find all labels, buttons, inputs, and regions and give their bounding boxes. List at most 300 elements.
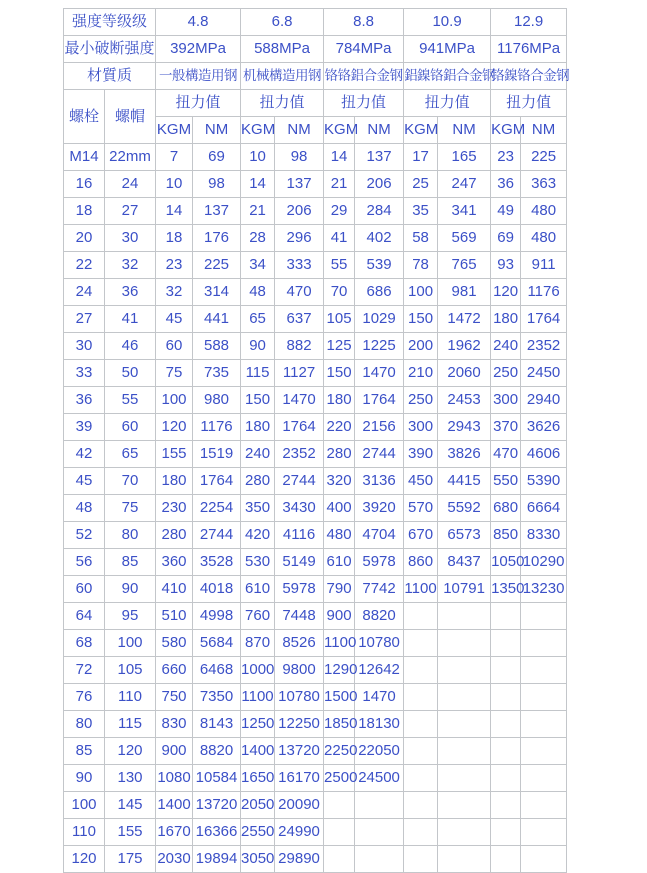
- nm-cell: 6664: [521, 495, 567, 522]
- kgm-cell: 860: [404, 549, 438, 576]
- grade-value: 12.9: [491, 9, 567, 36]
- kgm-cell: 25: [404, 171, 438, 198]
- nm-cell: [438, 657, 491, 684]
- bolt-size-cell: 100: [64, 792, 105, 819]
- table-row: [64, 198, 567, 225]
- nm-cell: 24990: [275, 819, 324, 846]
- kgm-cell: 390: [404, 441, 438, 468]
- kgm-cell: 760: [241, 603, 275, 630]
- nm-cell: 3430: [275, 495, 324, 522]
- kgm-cell: [404, 711, 438, 738]
- nm-cell: 165: [438, 144, 491, 171]
- kgm-cell: 480: [324, 522, 355, 549]
- kgm-cell: 870: [241, 630, 275, 657]
- nm-cell: 10780: [355, 630, 404, 657]
- nm-cell: 1127: [275, 360, 324, 387]
- grade-row: [64, 9, 567, 36]
- nm-cell: 686: [355, 279, 404, 306]
- kgm-cell: 90: [241, 333, 275, 360]
- kgm-cell: [404, 684, 438, 711]
- table-row: [64, 360, 567, 387]
- kgm-cell: 1350: [491, 576, 521, 603]
- nut-size-cell: 22mm: [105, 144, 156, 171]
- strength-value: 941MPa: [404, 36, 491, 63]
- unit-nm-header: NM: [521, 117, 567, 144]
- nm-cell: 10584: [193, 765, 241, 792]
- kgm-cell: 14: [241, 171, 275, 198]
- bolt-size-cell: 76: [64, 684, 105, 711]
- unit-nm-header: NM: [355, 117, 404, 144]
- kgm-cell: [491, 684, 521, 711]
- nm-cell: 137: [275, 171, 324, 198]
- nm-cell: 137: [193, 198, 241, 225]
- nm-cell: 7350: [193, 684, 241, 711]
- table-row: [64, 603, 567, 630]
- grade-value: 10.9: [404, 9, 491, 36]
- nut-size-cell: 27: [105, 198, 156, 225]
- table-row: [64, 819, 567, 846]
- bolt-size-cell: 80: [64, 711, 105, 738]
- kgm-cell: 1850: [324, 711, 355, 738]
- bolt-size-cell: 20: [64, 225, 105, 252]
- nm-cell: 1176: [521, 279, 567, 306]
- nm-cell: [438, 819, 491, 846]
- nm-cell: 7742: [355, 576, 404, 603]
- kgm-cell: 510: [156, 603, 193, 630]
- nm-cell: 1764: [275, 414, 324, 441]
- kgm-cell: 65: [241, 306, 275, 333]
- table-row: [64, 549, 567, 576]
- table-body: [64, 144, 567, 873]
- kgm-cell: [404, 846, 438, 873]
- table-row: [64, 576, 567, 603]
- kgm-cell: 250: [404, 387, 438, 414]
- nm-cell: 20090: [275, 792, 324, 819]
- kgm-cell: 750: [156, 684, 193, 711]
- torque-header: 扭力值: [156, 90, 241, 117]
- unit-nm-header: NM: [193, 117, 241, 144]
- nm-cell: [521, 684, 567, 711]
- nm-cell: 2060: [438, 360, 491, 387]
- nm-cell: 13720: [275, 738, 324, 765]
- nm-cell: 225: [521, 144, 567, 171]
- nm-cell: 539: [355, 252, 404, 279]
- kgm-cell: [491, 711, 521, 738]
- nm-cell: 2940: [521, 387, 567, 414]
- nm-cell: 314: [193, 279, 241, 306]
- nut-size-cell: 60: [105, 414, 156, 441]
- kgm-cell: 10: [241, 144, 275, 171]
- kgm-cell: 1500: [324, 684, 355, 711]
- nm-cell: 98: [275, 144, 324, 171]
- table-row: [64, 711, 567, 738]
- kgm-cell: [404, 603, 438, 630]
- bolt-size-cell: 18: [64, 198, 105, 225]
- kgm-cell: 850: [491, 522, 521, 549]
- kgm-cell: 470: [491, 441, 521, 468]
- table-row: [64, 522, 567, 549]
- table-row: [64, 171, 567, 198]
- kgm-cell: 14: [324, 144, 355, 171]
- nm-cell: 441: [193, 306, 241, 333]
- nm-cell: 1519: [193, 441, 241, 468]
- kgm-cell: [491, 738, 521, 765]
- nm-cell: 5978: [275, 576, 324, 603]
- nm-cell: 3826: [438, 441, 491, 468]
- table-row: [64, 144, 567, 171]
- kgm-cell: [491, 792, 521, 819]
- table-row: [64, 765, 567, 792]
- kgm-cell: 830: [156, 711, 193, 738]
- nm-cell: [438, 684, 491, 711]
- kgm-cell: 790: [324, 576, 355, 603]
- nut-size-cell: 95: [105, 603, 156, 630]
- torque-header: 扭力值: [491, 90, 567, 117]
- bolt-size-cell: 68: [64, 630, 105, 657]
- nm-cell: 247: [438, 171, 491, 198]
- kgm-cell: [491, 657, 521, 684]
- nm-cell: 16170: [275, 765, 324, 792]
- unit-kgm-header: KGM: [156, 117, 193, 144]
- kgm-cell: [404, 657, 438, 684]
- material-value: 铬铬鋁合金钢: [324, 63, 404, 90]
- kgm-cell: 400: [324, 495, 355, 522]
- material-value: 鋁鎳铬鋁合金钢: [404, 63, 491, 90]
- nm-cell: 16366: [193, 819, 241, 846]
- kgm-cell: [491, 819, 521, 846]
- kgm-cell: 7: [156, 144, 193, 171]
- nm-cell: 2352: [275, 441, 324, 468]
- nm-cell: 9800: [275, 657, 324, 684]
- table-row: [64, 468, 567, 495]
- nm-cell: [521, 792, 567, 819]
- nm-cell: 5592: [438, 495, 491, 522]
- kgm-cell: 200: [404, 333, 438, 360]
- kgm-cell: 300: [404, 414, 438, 441]
- kgm-cell: 1650: [241, 765, 275, 792]
- nm-cell: 4415: [438, 468, 491, 495]
- kgm-cell: 23: [491, 144, 521, 171]
- kgm-cell: 115: [241, 360, 275, 387]
- kgm-cell: 360: [156, 549, 193, 576]
- kgm-cell: 210: [404, 360, 438, 387]
- nut-size-cell: 85: [105, 549, 156, 576]
- kgm-cell: 2500: [324, 765, 355, 792]
- kgm-cell: 60: [156, 333, 193, 360]
- nut-size-cell: 110: [105, 684, 156, 711]
- nm-cell: 2156: [355, 414, 404, 441]
- kgm-cell: 220: [324, 414, 355, 441]
- nm-cell: 2453: [438, 387, 491, 414]
- kgm-cell: 58: [404, 225, 438, 252]
- nut-size-cell: 115: [105, 711, 156, 738]
- kgm-cell: 21: [241, 198, 275, 225]
- kgm-cell: 180: [324, 387, 355, 414]
- kgm-cell: [404, 630, 438, 657]
- nm-cell: 8143: [193, 711, 241, 738]
- nm-cell: 1764: [521, 306, 567, 333]
- kgm-cell: 1100: [324, 630, 355, 657]
- kgm-cell: 350: [241, 495, 275, 522]
- nut-size-cell: 75: [105, 495, 156, 522]
- nut-size-cell: 41: [105, 306, 156, 333]
- nut-size-cell: 90: [105, 576, 156, 603]
- kgm-cell: 1400: [156, 792, 193, 819]
- kgm-cell: 280: [324, 441, 355, 468]
- kgm-cell: [324, 792, 355, 819]
- nm-cell: 980: [193, 387, 241, 414]
- material-value: 铬鎳铬合金钢: [491, 63, 567, 90]
- kgm-cell: 610: [324, 549, 355, 576]
- kgm-cell: 35: [404, 198, 438, 225]
- torque-header: 扭力值: [241, 90, 324, 117]
- kgm-cell: 680: [491, 495, 521, 522]
- bolt-size-cell: 24: [64, 279, 105, 306]
- nm-cell: 1962: [438, 333, 491, 360]
- nm-cell: 2744: [193, 522, 241, 549]
- nm-cell: 3136: [355, 468, 404, 495]
- nm-cell: 24500: [355, 765, 404, 792]
- nm-cell: 1176: [193, 414, 241, 441]
- bolt-size-cell: 60: [64, 576, 105, 603]
- nm-cell: [438, 792, 491, 819]
- nm-cell: 22050: [355, 738, 404, 765]
- nm-cell: 206: [355, 171, 404, 198]
- kgm-cell: 29: [324, 198, 355, 225]
- nm-cell: 1472: [438, 306, 491, 333]
- kgm-cell: 280: [156, 522, 193, 549]
- kgm-cell: [404, 738, 438, 765]
- nm-cell: 480: [521, 225, 567, 252]
- nm-cell: 13720: [193, 792, 241, 819]
- nm-cell: [355, 792, 404, 819]
- strength-value: 1176MPa: [491, 36, 567, 63]
- nut-size-cell: 130: [105, 765, 156, 792]
- nut-size-cell: 100: [105, 630, 156, 657]
- nut-size-cell: 50: [105, 360, 156, 387]
- kgm-cell: 1080: [156, 765, 193, 792]
- bolt-size-cell: 72: [64, 657, 105, 684]
- grade-value: 8.8: [324, 9, 404, 36]
- nm-cell: 333: [275, 252, 324, 279]
- kgm-cell: [491, 765, 521, 792]
- material-label: 材質质: [64, 63, 156, 90]
- nm-cell: [521, 846, 567, 873]
- kgm-cell: 14: [156, 198, 193, 225]
- nm-cell: [438, 738, 491, 765]
- kgm-cell: 41: [324, 225, 355, 252]
- nut-header: 螺帽: [105, 90, 156, 144]
- kgm-cell: 1100: [404, 576, 438, 603]
- nm-cell: [521, 657, 567, 684]
- kgm-cell: 580: [156, 630, 193, 657]
- table-row: [64, 441, 567, 468]
- kgm-cell: 32: [156, 279, 193, 306]
- bolt-size-cell: 45: [64, 468, 105, 495]
- nut-size-cell: 55: [105, 387, 156, 414]
- kgm-cell: 2250: [324, 738, 355, 765]
- kgm-cell: 45: [156, 306, 193, 333]
- nm-cell: 5390: [521, 468, 567, 495]
- nm-cell: [521, 630, 567, 657]
- bolt-size-cell: 42: [64, 441, 105, 468]
- nm-cell: 8820: [355, 603, 404, 630]
- table-row: [64, 792, 567, 819]
- table-row: [64, 252, 567, 279]
- kgm-cell: 610: [241, 576, 275, 603]
- table-row: [64, 387, 567, 414]
- nm-cell: 284: [355, 198, 404, 225]
- nm-cell: 735: [193, 360, 241, 387]
- kgm-cell: 250: [491, 360, 521, 387]
- bolt-size-cell: 90: [64, 765, 105, 792]
- kgm-cell: 670: [404, 522, 438, 549]
- kgm-cell: 155: [156, 441, 193, 468]
- strength-value: 392MPa: [156, 36, 241, 63]
- bolt-size-cell: 110: [64, 819, 105, 846]
- nm-cell: 3920: [355, 495, 404, 522]
- table-row: [64, 684, 567, 711]
- kgm-cell: 18: [156, 225, 193, 252]
- kgm-cell: 2030: [156, 846, 193, 873]
- nut-size-cell: 145: [105, 792, 156, 819]
- kgm-cell: 48: [241, 279, 275, 306]
- nm-cell: 29890: [275, 846, 324, 873]
- nut-size-cell: 30: [105, 225, 156, 252]
- kgm-cell: 180: [241, 414, 275, 441]
- kgm-cell: 3050: [241, 846, 275, 873]
- kgm-cell: 100: [404, 279, 438, 306]
- nm-cell: 12642: [355, 657, 404, 684]
- kgm-cell: 370: [491, 414, 521, 441]
- table-row: [64, 846, 567, 873]
- nm-cell: 882: [275, 333, 324, 360]
- bolt-size-cell: 39: [64, 414, 105, 441]
- table-row: [64, 630, 567, 657]
- kgm-cell: 23: [156, 252, 193, 279]
- kgm-cell: 150: [324, 360, 355, 387]
- kgm-cell: 1400: [241, 738, 275, 765]
- kgm-cell: 1050: [491, 549, 521, 576]
- nm-cell: 569: [438, 225, 491, 252]
- kgm-cell: 150: [241, 387, 275, 414]
- nut-size-cell: 65: [105, 441, 156, 468]
- table-row: [64, 333, 567, 360]
- nm-cell: [438, 765, 491, 792]
- column-header-row: [64, 90, 567, 117]
- nm-cell: 296: [275, 225, 324, 252]
- nm-cell: 6468: [193, 657, 241, 684]
- nm-cell: [438, 630, 491, 657]
- nm-cell: 5684: [193, 630, 241, 657]
- bolt-size-cell: 85: [64, 738, 105, 765]
- nm-cell: 225: [193, 252, 241, 279]
- kgm-cell: 2550: [241, 819, 275, 846]
- unit-kgm-header: KGM: [404, 117, 438, 144]
- nut-size-cell: 46: [105, 333, 156, 360]
- nm-cell: [521, 603, 567, 630]
- nm-cell: 3626: [521, 414, 567, 441]
- nm-cell: 2943: [438, 414, 491, 441]
- nm-cell: 137: [355, 144, 404, 171]
- nut-size-cell: 70: [105, 468, 156, 495]
- kgm-cell: 1250: [241, 711, 275, 738]
- nm-cell: 6573: [438, 522, 491, 549]
- grade-label: 强度等级级: [64, 9, 156, 36]
- kgm-cell: 17: [404, 144, 438, 171]
- nm-cell: 4606: [521, 441, 567, 468]
- bolt-size-cell: M14: [64, 144, 105, 171]
- strength-value: 784MPa: [324, 36, 404, 63]
- nm-cell: 206: [275, 198, 324, 225]
- unit-nm-header: NM: [275, 117, 324, 144]
- kgm-cell: [404, 792, 438, 819]
- bolt-size-cell: 120: [64, 846, 105, 873]
- table-row: [64, 738, 567, 765]
- kgm-cell: 150: [404, 306, 438, 333]
- kgm-cell: [491, 846, 521, 873]
- nm-cell: 1470: [355, 684, 404, 711]
- nm-cell: 4116: [275, 522, 324, 549]
- nm-cell: [438, 603, 491, 630]
- kgm-cell: 320: [324, 468, 355, 495]
- nm-cell: 363: [521, 171, 567, 198]
- nm-cell: 8330: [521, 522, 567, 549]
- nm-cell: 176: [193, 225, 241, 252]
- kgm-cell: 75: [156, 360, 193, 387]
- unit-kgm-header: KGM: [324, 117, 355, 144]
- kgm-cell: 10: [156, 171, 193, 198]
- nm-cell: [521, 765, 567, 792]
- nut-size-cell: 120: [105, 738, 156, 765]
- nm-cell: 10290: [521, 549, 567, 576]
- kgm-cell: 120: [156, 414, 193, 441]
- nm-cell: 13230: [521, 576, 567, 603]
- kgm-cell: 530: [241, 549, 275, 576]
- kgm-cell: 300: [491, 387, 521, 414]
- kgm-cell: 570: [404, 495, 438, 522]
- nut-size-cell: 80: [105, 522, 156, 549]
- nm-cell: 98: [193, 171, 241, 198]
- kgm-cell: 180: [491, 306, 521, 333]
- nm-cell: 765: [438, 252, 491, 279]
- material-value: 机械構造用钢: [241, 63, 324, 90]
- kgm-cell: 2050: [241, 792, 275, 819]
- kgm-cell: 1000: [241, 657, 275, 684]
- kgm-cell: 230: [156, 495, 193, 522]
- nm-cell: 8820: [193, 738, 241, 765]
- kgm-cell: 240: [491, 333, 521, 360]
- kgm-cell: 70: [324, 279, 355, 306]
- nm-cell: [521, 711, 567, 738]
- nm-cell: 2352: [521, 333, 567, 360]
- kgm-cell: [491, 603, 521, 630]
- bolt-size-cell: 22: [64, 252, 105, 279]
- nm-cell: 5149: [275, 549, 324, 576]
- material-value: 一般構造用钢: [156, 63, 241, 90]
- unit-kgm-header: KGM: [241, 117, 275, 144]
- nm-cell: 2744: [355, 441, 404, 468]
- kgm-cell: 410: [156, 576, 193, 603]
- grade-value: 6.8: [241, 9, 324, 36]
- kgm-cell: [404, 819, 438, 846]
- nm-cell: 1764: [355, 387, 404, 414]
- table-row: [64, 279, 567, 306]
- nut-size-cell: 36: [105, 279, 156, 306]
- grade-value: 4.8: [156, 9, 241, 36]
- strength-label: 最小破断强度: [64, 36, 156, 63]
- nm-cell: 588: [193, 333, 241, 360]
